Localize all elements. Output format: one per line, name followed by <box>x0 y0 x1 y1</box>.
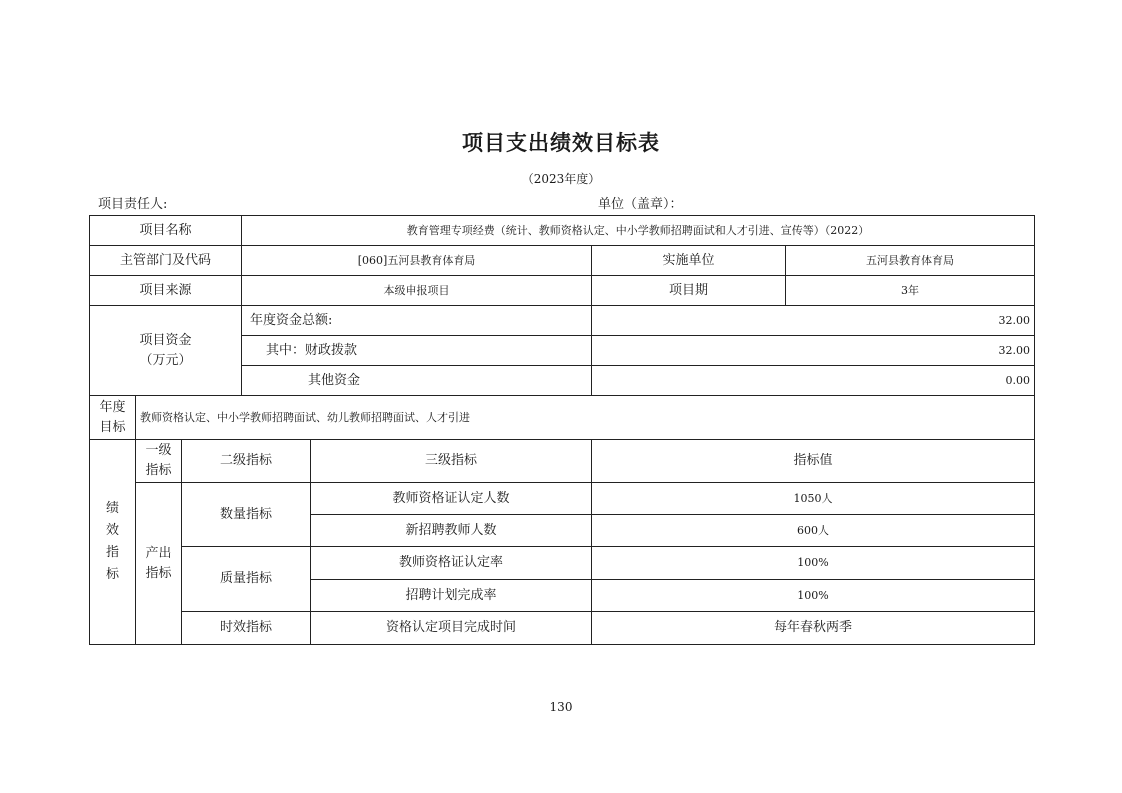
funds-label <box>90 306 242 396</box>
row-project-name <box>90 216 1035 246</box>
table-row <box>90 547 1035 580</box>
timeliness-indicator-label: 时效指标 <box>182 612 311 645</box>
header-level2: 二级指标 <box>182 440 311 483</box>
header-level3: 三级指标 <box>311 440 592 483</box>
header-level1-line2: 指标 <box>145 463 172 478</box>
source-value: 本级申报项目 <box>242 276 592 306</box>
impl-label: 实施单位 <box>592 246 786 276</box>
indicator-value: 每年春秋两季 <box>592 612 1035 645</box>
responsible-label: 项目责任人: <box>98 197 168 212</box>
indicator-section-label <box>90 440 136 645</box>
funds-total-label: 年度资金总额: <box>242 306 592 336</box>
header-value: 指标值 <box>592 440 1035 483</box>
output-line1: 产出 <box>145 545 172 561</box>
header-level1-line1: 一级 <box>145 443 172 458</box>
goal-label-line1: 年度 <box>99 399 126 415</box>
funds-label-line2: （万元） <box>139 352 192 368</box>
indicator-value: 1050人 <box>592 483 1035 515</box>
page-title: 项目支出绩效目标表 <box>462 131 660 155</box>
row-source <box>90 276 1035 306</box>
funds-total-value: 32.00 <box>592 306 1035 336</box>
year-subtitle: （2023年度） <box>521 172 601 186</box>
performance-table <box>89 215 1035 645</box>
project-name-value: 教育管理专项经费（统计、教师资格认定、中小学教师招聘面试和人才引进、宣传等）（2022） <box>242 216 1035 246</box>
quantity-indicator-label: 数量指标 <box>182 483 311 547</box>
quality-indicator-label: 质量指标 <box>182 547 311 612</box>
period-label: 项目期 <box>592 276 786 306</box>
section-char: 效 <box>105 523 119 538</box>
indicator-value: 100% <box>592 580 1035 612</box>
section-char: 标 <box>105 567 119 582</box>
row-funds-total <box>90 306 1035 336</box>
funds-other-label: 其他资金 <box>242 366 592 396</box>
project-name-label: 项目名称 <box>90 216 242 246</box>
unit-label: 单位（盖章）： <box>598 197 683 212</box>
row-dept <box>90 246 1035 276</box>
funds-fiscal-value: 32.00 <box>592 336 1035 366</box>
row-indicator-header <box>90 440 1035 483</box>
table-row <box>90 612 1035 645</box>
dept-value: [060]五河县教育体育局 <box>242 246 592 276</box>
section-char: 指 <box>105 545 119 560</box>
goal-value: 教师资格认定、中小学教师招聘面试、幼儿教师招聘面试、人才引进 <box>136 396 1035 440</box>
goal-label-line2: 目标 <box>99 419 126 435</box>
goal-label <box>90 396 136 440</box>
indicator-name: 招聘计划完成率 <box>311 580 592 612</box>
header-level1 <box>136 440 182 483</box>
dept-label: 主管部门及代码 <box>90 246 242 276</box>
indicator-value: 100% <box>592 547 1035 580</box>
section-char: 绩 <box>105 501 119 516</box>
row-goal <box>90 396 1035 440</box>
indicator-name: 教师资格证认定率 <box>311 547 592 580</box>
output-line2: 指标 <box>145 565 172 581</box>
indicator-value: 600人 <box>592 515 1035 547</box>
output-indicator-label <box>136 483 182 645</box>
period-value: 3年 <box>786 276 1035 306</box>
indicator-name: 新招聘教师人数 <box>311 515 592 547</box>
indicator-name: 教师资格证认定人数 <box>311 483 592 515</box>
table-row <box>90 483 1035 515</box>
funds-fiscal-label: 其中：财政拨款 <box>242 336 592 366</box>
funds-other-value: 0.00 <box>592 366 1035 396</box>
page-number: 130 <box>549 700 573 714</box>
impl-value: 五河县教育体育局 <box>786 246 1035 276</box>
source-label: 项目来源 <box>90 276 242 306</box>
funds-label-line1: 项目资金 <box>139 332 192 348</box>
indicator-name: 资格认定项目完成时间 <box>311 612 592 645</box>
